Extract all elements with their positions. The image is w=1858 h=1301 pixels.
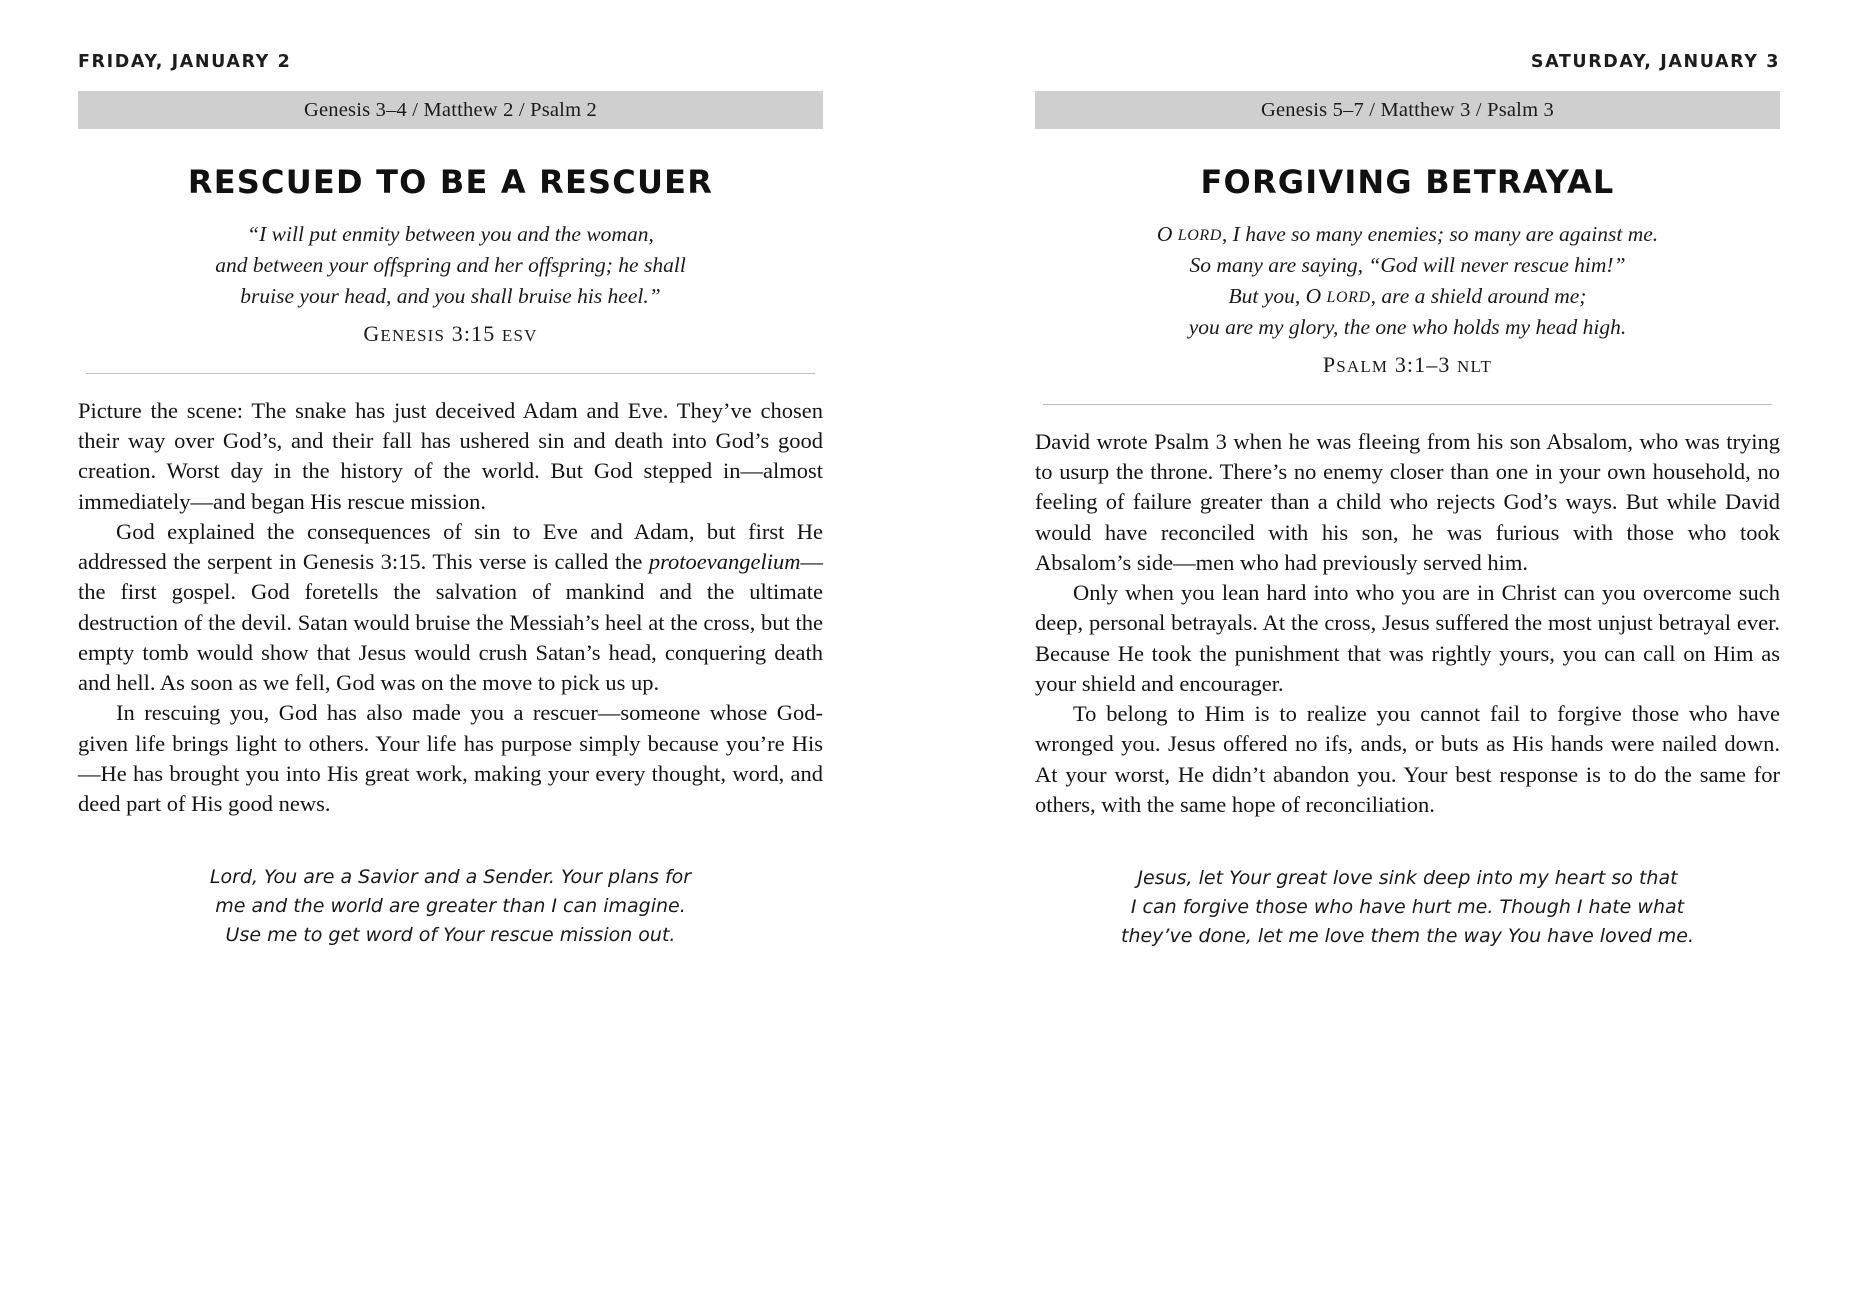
right-verse [1035, 219, 1780, 343]
right-divider [1043, 404, 1772, 405]
left-prayer [78, 863, 823, 950]
right-day-header: SATURDAY, JANUARY 3 [1530, 52, 1780, 72]
right-verse-line-2: So many are saying, “God will never rescue him!” [1189, 252, 1626, 277]
right-prayer-line-1: Jesus, let Your great love sink deep into my heart so that [1137, 867, 1678, 890]
left-verse-ref-version: ESV [501, 325, 538, 345]
right-verse-line-4: you are my glory, the one who holds my head high. [1188, 314, 1627, 339]
left-body [78, 396, 823, 820]
left-readings-text: Genesis 3–4 / Matthew 2 / Psalm 2 [303, 98, 597, 121]
right-paragraph-1: David wrote Psalm 3 when he was fleeing from his son Absalom, who was trying to usurp the throne. There’s no enemy closer than one in your own household, no feeling of failure greater than a child who rejects God’s ways. But while David would have reconciled with his son, he was furious with those who took Absalom’s side—men who had previously served him. [1035, 428, 1780, 575]
left-prayer-line-2: me and the world are greater than I can imagine. [215, 895, 686, 918]
left-day-header: FRIDAY, JANUARY 2 [78, 52, 292, 72]
left-verse-ref-numbers: 3:15 [445, 320, 502, 346]
left-prayer-line-3: Use me to get word of Your rescue mission out. [225, 924, 676, 947]
right-verse-ref-version: NLT [1457, 356, 1493, 376]
right-verse-ref-numbers: 3:1–3 [1388, 351, 1458, 377]
left-devotional-title: RESCUED TO BE A RESCUER [187, 163, 714, 201]
right-verse-line-3: But you, O LORD, are a shield around me; [1228, 283, 1587, 308]
right-prayer-line-3: they’ve done, let me love them the way You have loved me. [1121, 924, 1694, 947]
right-verse-ref-initial: P [1322, 351, 1337, 377]
left-page [78, 52, 823, 1301]
right-devotional-title: FORGIVING BETRAYAL [1200, 163, 1615, 201]
left-verse-reference [78, 321, 823, 347]
left-verse-ref-book: ENESIS [380, 325, 446, 345]
right-body [1035, 427, 1780, 820]
right-paragraph-2: Only when you lean hard into who you are in Christ can you overcome such deep, personal betrayals. At the cross, Jesus suffered the most unjust betrayal ever. Because He took the punishment that was rightly yours, you can call on Him as your shield and encourager. [1035, 580, 1780, 696]
right-prayer [1035, 864, 1780, 951]
left-paragraph-3: In rescuing you, God has also made you a rescuer—someone whose God-given life brings light to others. Your life has purpose simply because you’re His—He has brought you into His great work, making your every thought, word, and deed part of His good news. [78, 700, 823, 817]
left-verse [78, 219, 823, 312]
left-prayer-line-1: Lord, You are a Savior and a Sender. Your plans for [209, 866, 692, 889]
left-verse-line-2: and between your offspring and her offspring; he shall [215, 252, 686, 277]
left-paragraph-1: Picture the scene: The snake has just deceived Adam and Eve. They’ve chosen their way over God’s, and their fall has ushered sin and death into God’s good creation. Worst day in the history of the world. But God stepped in—almost immediately—and began His rescue mission. [78, 397, 823, 514]
right-prayer-line-2: I can forgive those who have hurt me. Though I hate what [1130, 895, 1685, 918]
left-verse-line-3: bruise your head, and you shall bruise his heel.” [240, 283, 661, 308]
right-verse-reference [1035, 352, 1780, 378]
right-paragraph-3: To belong to Him is to realize you cannot fail to forgive those who have wronged you. Jesus offered no ifs, ands, or buts as His hands were nailed down. At your worst, He didn’t abandon you. Your best response is to do the same for others, with the same hope of reconciliation. [1035, 701, 1780, 817]
left-divider [86, 373, 815, 374]
left-readings-bar [78, 91, 823, 129]
right-verse-line-1: O LORD, I have so many enemies; so many are against me. [1156, 222, 1659, 246]
right-readings-text: Genesis 5–7 / Matthew 3 / Psalm 3 [1260, 98, 1554, 121]
page-gutter [823, 52, 1035, 1301]
right-readings-bar [1035, 91, 1780, 129]
right-page [1035, 52, 1780, 1301]
left-paragraph-2: God explained the consequences of sin to Eve and Adam, but first He addressed the serpent in Genesis 3:15. This verse is called the protoevangelium—the first gospel. God foretells the salvation of mankind and the ultimate destruction of the devil. Satan would bruise the Messiah’s heel at the cross, but the empty tomb would show that Jesus would crush Satan’s head, conquering death and hell. As soon as we fell, God was on the move to pick us up. [78, 518, 823, 696]
left-verse-ref-initial: G [363, 320, 381, 346]
left-verse-line-1: “I will put enmity between you and the woman, [247, 222, 654, 246]
right-verse-ref-book: SALM [1336, 356, 1389, 376]
